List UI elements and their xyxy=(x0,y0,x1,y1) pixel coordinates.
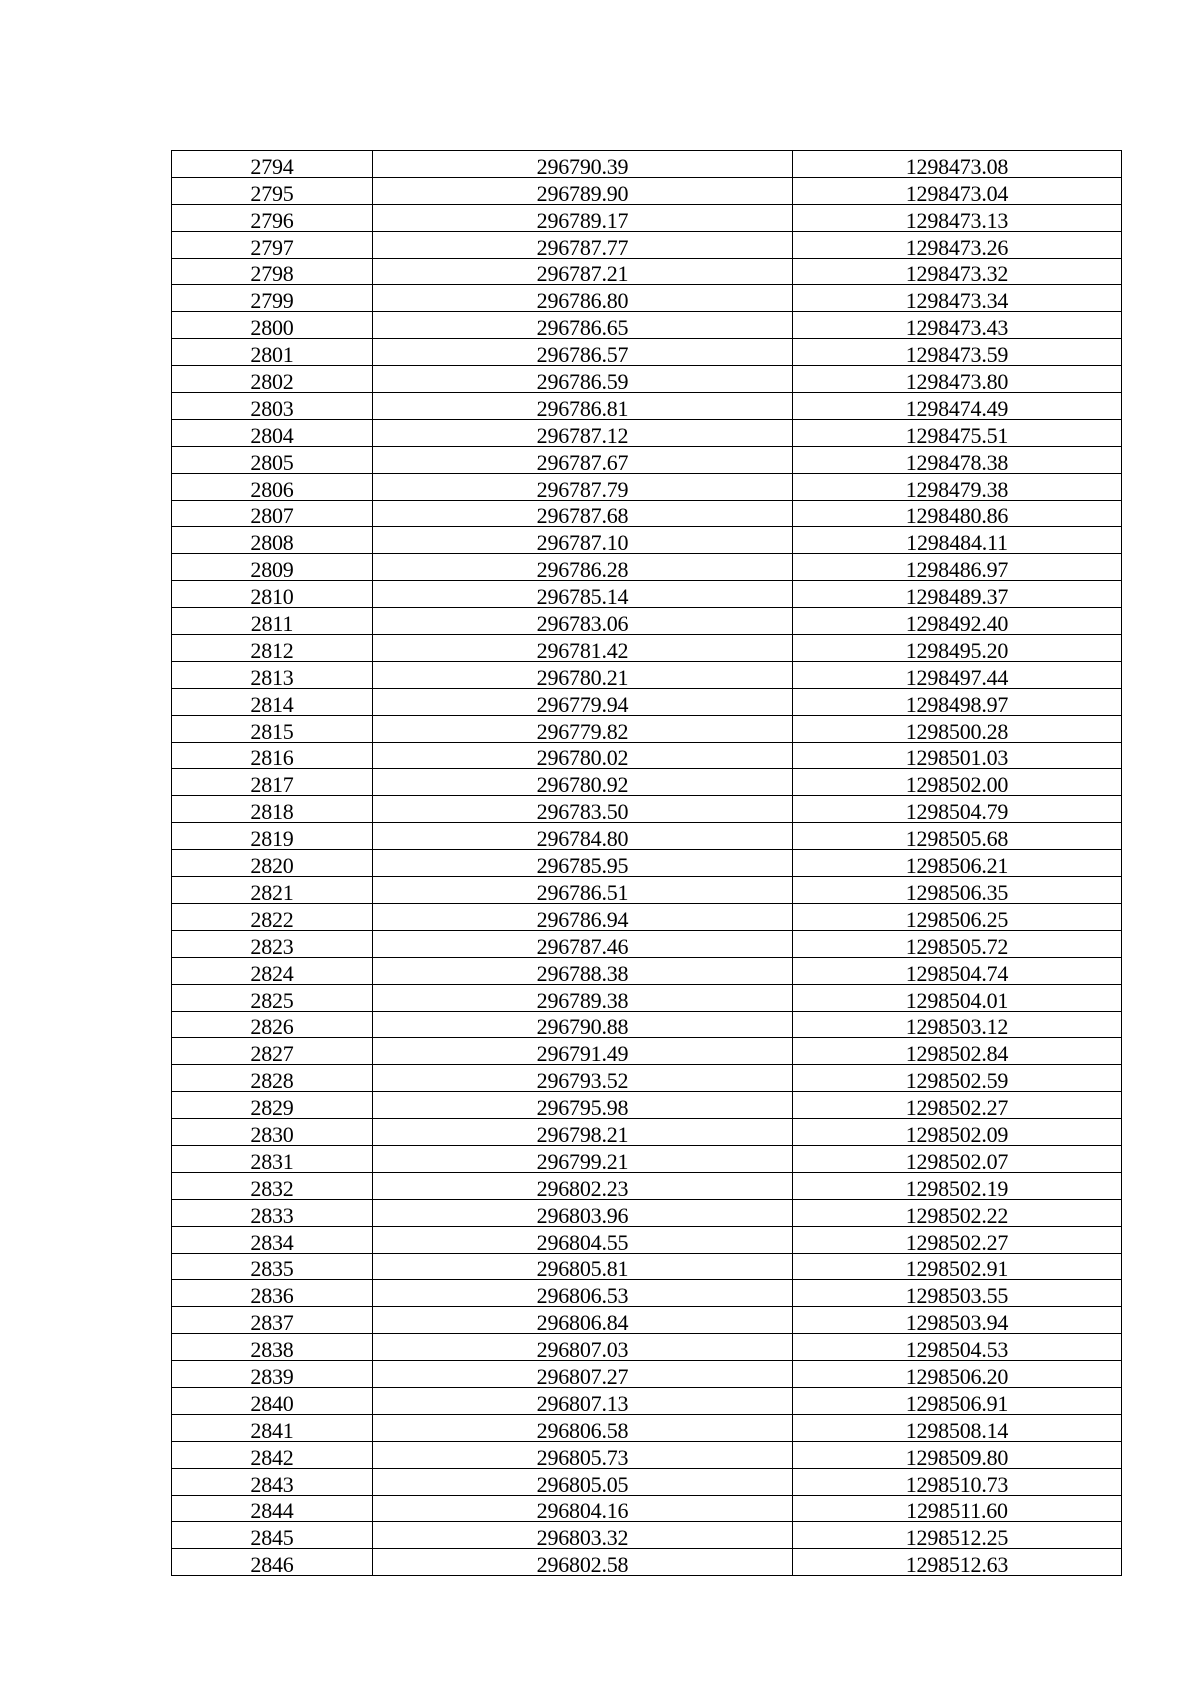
y-coordinate-cell: 1298502.00 xyxy=(793,769,1122,796)
y-coordinate-cell: 1298497.44 xyxy=(793,661,1122,688)
point-number-cell: 2829 xyxy=(172,1092,373,1119)
point-number-cell: 2824 xyxy=(172,957,373,984)
y-coordinate-cell: 1298500.28 xyxy=(793,715,1122,742)
point-number-cell: 2800 xyxy=(172,312,373,339)
y-coordinate-cell: 1298484.11 xyxy=(793,527,1122,554)
y-coordinate-cell: 1298502.84 xyxy=(793,1038,1122,1065)
x-coordinate-cell: 296780.02 xyxy=(373,742,793,769)
x-coordinate-cell: 296787.77 xyxy=(373,231,793,258)
point-number-cell: 2813 xyxy=(172,661,373,688)
x-coordinate-cell: 296787.12 xyxy=(373,419,793,446)
point-number-cell: 2838 xyxy=(172,1334,373,1361)
y-coordinate-cell: 1298473.32 xyxy=(793,258,1122,285)
point-number-cell: 2817 xyxy=(172,769,373,796)
table-row xyxy=(172,581,1122,608)
table-row xyxy=(172,661,1122,688)
table-row xyxy=(172,1468,1122,1495)
table-row xyxy=(172,473,1122,500)
x-coordinate-cell: 296804.16 xyxy=(373,1495,793,1522)
y-coordinate-cell: 1298505.72 xyxy=(793,930,1122,957)
table-row xyxy=(172,151,1122,178)
table-row xyxy=(172,608,1122,635)
x-coordinate-cell: 296787.68 xyxy=(373,500,793,527)
y-coordinate-cell: 1298502.27 xyxy=(793,1092,1122,1119)
table-row xyxy=(172,1307,1122,1334)
table-row xyxy=(172,1253,1122,1280)
table-row xyxy=(172,527,1122,554)
y-coordinate-cell: 1298486.97 xyxy=(793,554,1122,581)
y-coordinate-cell: 1298503.94 xyxy=(793,1307,1122,1334)
point-number-cell: 2803 xyxy=(172,393,373,420)
table-row xyxy=(172,1361,1122,1388)
x-coordinate-cell: 296787.67 xyxy=(373,446,793,473)
y-coordinate-cell: 1298503.12 xyxy=(793,1011,1122,1038)
point-number-cell: 2825 xyxy=(172,984,373,1011)
point-number-cell: 2811 xyxy=(172,608,373,635)
table-row xyxy=(172,1092,1122,1119)
x-coordinate-cell: 296805.73 xyxy=(373,1441,793,1468)
x-coordinate-cell: 296805.05 xyxy=(373,1468,793,1495)
point-number-cell: 2808 xyxy=(172,527,373,554)
point-number-cell: 2796 xyxy=(172,204,373,231)
y-coordinate-cell: 1298505.68 xyxy=(793,823,1122,850)
y-coordinate-cell: 1298502.19 xyxy=(793,1172,1122,1199)
table-row xyxy=(172,1441,1122,1468)
y-coordinate-cell: 1298508.14 xyxy=(793,1414,1122,1441)
x-coordinate-cell: 296781.42 xyxy=(373,635,793,662)
x-coordinate-cell: 296785.95 xyxy=(373,850,793,877)
x-coordinate-cell: 296804.55 xyxy=(373,1226,793,1253)
x-coordinate-cell: 296780.92 xyxy=(373,769,793,796)
point-number-cell: 2795 xyxy=(172,177,373,204)
x-coordinate-cell: 296784.80 xyxy=(373,823,793,850)
y-coordinate-cell: 1298504.74 xyxy=(793,957,1122,984)
table-row xyxy=(172,1387,1122,1414)
y-coordinate-cell: 1298473.08 xyxy=(793,151,1122,178)
point-number-cell: 2821 xyxy=(172,877,373,904)
point-number-cell: 2815 xyxy=(172,715,373,742)
x-coordinate-cell: 296803.96 xyxy=(373,1199,793,1226)
y-coordinate-cell: 1298512.25 xyxy=(793,1522,1122,1549)
point-number-cell: 2805 xyxy=(172,446,373,473)
table-row xyxy=(172,1226,1122,1253)
x-coordinate-cell: 296779.82 xyxy=(373,715,793,742)
table-row xyxy=(172,823,1122,850)
x-coordinate-cell: 296783.50 xyxy=(373,796,793,823)
table-row xyxy=(172,1172,1122,1199)
point-number-cell: 2801 xyxy=(172,339,373,366)
x-coordinate-cell: 296803.32 xyxy=(373,1522,793,1549)
y-coordinate-cell: 1298473.59 xyxy=(793,339,1122,366)
point-number-cell: 2836 xyxy=(172,1280,373,1307)
table-row xyxy=(172,204,1122,231)
y-coordinate-cell: 1298506.35 xyxy=(793,877,1122,904)
x-coordinate-cell: 296786.28 xyxy=(373,554,793,581)
y-coordinate-cell: 1298478.38 xyxy=(793,446,1122,473)
point-number-cell: 2807 xyxy=(172,500,373,527)
table-row xyxy=(172,231,1122,258)
x-coordinate-cell: 296807.13 xyxy=(373,1387,793,1414)
point-number-cell: 2816 xyxy=(172,742,373,769)
table-row xyxy=(172,446,1122,473)
x-coordinate-cell: 296787.10 xyxy=(373,527,793,554)
table-row xyxy=(172,1199,1122,1226)
table-row xyxy=(172,419,1122,446)
point-number-cell: 2844 xyxy=(172,1495,373,1522)
point-number-cell: 2833 xyxy=(172,1199,373,1226)
x-coordinate-cell: 296793.52 xyxy=(373,1065,793,1092)
x-coordinate-cell: 296798.21 xyxy=(373,1119,793,1146)
point-number-cell: 2822 xyxy=(172,903,373,930)
x-coordinate-cell: 296787.79 xyxy=(373,473,793,500)
y-coordinate-cell: 1298473.26 xyxy=(793,231,1122,258)
point-number-cell: 2804 xyxy=(172,419,373,446)
table-row xyxy=(172,769,1122,796)
point-number-cell: 2830 xyxy=(172,1119,373,1146)
x-coordinate-cell: 296779.94 xyxy=(373,688,793,715)
y-coordinate-cell: 1298474.49 xyxy=(793,393,1122,420)
table-row xyxy=(172,1011,1122,1038)
y-coordinate-cell: 1298473.34 xyxy=(793,285,1122,312)
point-number-cell: 2834 xyxy=(172,1226,373,1253)
y-coordinate-cell: 1298495.20 xyxy=(793,635,1122,662)
y-coordinate-cell: 1298502.22 xyxy=(793,1199,1122,1226)
table-row xyxy=(172,554,1122,581)
point-number-cell: 2802 xyxy=(172,366,373,393)
table-row xyxy=(172,930,1122,957)
x-coordinate-cell: 296783.06 xyxy=(373,608,793,635)
y-coordinate-cell: 1298492.40 xyxy=(793,608,1122,635)
point-number-cell: 2843 xyxy=(172,1468,373,1495)
point-number-cell: 2826 xyxy=(172,1011,373,1038)
y-coordinate-cell: 1298506.20 xyxy=(793,1361,1122,1388)
point-number-cell: 2820 xyxy=(172,850,373,877)
y-coordinate-cell: 1298509.80 xyxy=(793,1441,1122,1468)
coordinate-table-body xyxy=(172,151,1122,1576)
y-coordinate-cell: 1298480.86 xyxy=(793,500,1122,527)
point-number-cell: 2809 xyxy=(172,554,373,581)
table-row xyxy=(172,688,1122,715)
point-number-cell: 2842 xyxy=(172,1441,373,1468)
y-coordinate-cell: 1298479.38 xyxy=(793,473,1122,500)
point-number-cell: 2806 xyxy=(172,473,373,500)
point-number-cell: 2832 xyxy=(172,1172,373,1199)
x-coordinate-cell: 296791.49 xyxy=(373,1038,793,1065)
table-row xyxy=(172,957,1122,984)
point-number-cell: 2831 xyxy=(172,1145,373,1172)
table-row xyxy=(172,1334,1122,1361)
x-coordinate-cell: 296787.46 xyxy=(373,930,793,957)
x-coordinate-cell: 296786.59 xyxy=(373,366,793,393)
point-number-cell: 2818 xyxy=(172,796,373,823)
y-coordinate-cell: 1298502.07 xyxy=(793,1145,1122,1172)
y-coordinate-cell: 1298504.01 xyxy=(793,984,1122,1011)
table-row xyxy=(172,796,1122,823)
table-row xyxy=(172,177,1122,204)
x-coordinate-cell: 296790.88 xyxy=(373,1011,793,1038)
y-coordinate-cell: 1298506.25 xyxy=(793,903,1122,930)
table-row xyxy=(172,339,1122,366)
x-coordinate-cell: 296807.03 xyxy=(373,1334,793,1361)
x-coordinate-cell: 296786.81 xyxy=(373,393,793,420)
x-coordinate-cell: 296789.38 xyxy=(373,984,793,1011)
x-coordinate-cell: 296802.58 xyxy=(373,1549,793,1576)
table-row xyxy=(172,742,1122,769)
point-number-cell: 2828 xyxy=(172,1065,373,1092)
point-number-cell: 2845 xyxy=(172,1522,373,1549)
y-coordinate-cell: 1298510.73 xyxy=(793,1468,1122,1495)
point-number-cell: 2840 xyxy=(172,1387,373,1414)
table-row xyxy=(172,1522,1122,1549)
x-coordinate-cell: 296806.58 xyxy=(373,1414,793,1441)
point-number-cell: 2797 xyxy=(172,231,373,258)
x-coordinate-cell: 296802.23 xyxy=(373,1172,793,1199)
table-row xyxy=(172,1549,1122,1576)
table-row xyxy=(172,903,1122,930)
y-coordinate-cell: 1298511.60 xyxy=(793,1495,1122,1522)
point-number-cell: 2846 xyxy=(172,1549,373,1576)
y-coordinate-cell: 1298473.80 xyxy=(793,366,1122,393)
table-row xyxy=(172,258,1122,285)
table-row xyxy=(172,1280,1122,1307)
table-row xyxy=(172,312,1122,339)
coordinate-table xyxy=(171,150,1122,1576)
table-row xyxy=(172,850,1122,877)
x-coordinate-cell: 296790.39 xyxy=(373,151,793,178)
table-row xyxy=(172,1495,1122,1522)
table-row xyxy=(172,984,1122,1011)
y-coordinate-cell: 1298501.03 xyxy=(793,742,1122,769)
y-coordinate-cell: 1298503.55 xyxy=(793,1280,1122,1307)
point-number-cell: 2835 xyxy=(172,1253,373,1280)
y-coordinate-cell: 1298489.37 xyxy=(793,581,1122,608)
x-coordinate-cell: 296788.38 xyxy=(373,957,793,984)
point-number-cell: 2810 xyxy=(172,581,373,608)
x-coordinate-cell: 296789.90 xyxy=(373,177,793,204)
point-number-cell: 2794 xyxy=(172,151,373,178)
y-coordinate-cell: 1298504.53 xyxy=(793,1334,1122,1361)
x-coordinate-cell: 296789.17 xyxy=(373,204,793,231)
x-coordinate-cell: 296795.98 xyxy=(373,1092,793,1119)
x-coordinate-cell: 296780.21 xyxy=(373,661,793,688)
y-coordinate-cell: 1298506.21 xyxy=(793,850,1122,877)
x-coordinate-cell: 296785.14 xyxy=(373,581,793,608)
point-number-cell: 2798 xyxy=(172,258,373,285)
table-row xyxy=(172,715,1122,742)
y-coordinate-cell: 1298502.91 xyxy=(793,1253,1122,1280)
point-number-cell: 2823 xyxy=(172,930,373,957)
y-coordinate-cell: 1298498.97 xyxy=(793,688,1122,715)
x-coordinate-cell: 296806.53 xyxy=(373,1280,793,1307)
table-row xyxy=(172,1414,1122,1441)
y-coordinate-cell: 1298475.51 xyxy=(793,419,1122,446)
x-coordinate-cell: 296786.51 xyxy=(373,877,793,904)
y-coordinate-cell: 1298473.13 xyxy=(793,204,1122,231)
point-number-cell: 2841 xyxy=(172,1414,373,1441)
table-row xyxy=(172,500,1122,527)
point-number-cell: 2837 xyxy=(172,1307,373,1334)
table-row xyxy=(172,285,1122,312)
point-number-cell: 2814 xyxy=(172,688,373,715)
y-coordinate-cell: 1298502.59 xyxy=(793,1065,1122,1092)
x-coordinate-cell: 296786.94 xyxy=(373,903,793,930)
y-coordinate-cell: 1298502.27 xyxy=(793,1226,1122,1253)
x-coordinate-cell: 296786.57 xyxy=(373,339,793,366)
table-row xyxy=(172,1065,1122,1092)
y-coordinate-cell: 1298473.04 xyxy=(793,177,1122,204)
y-coordinate-cell: 1298473.43 xyxy=(793,312,1122,339)
x-coordinate-cell: 296786.65 xyxy=(373,312,793,339)
y-coordinate-cell: 1298512.63 xyxy=(793,1549,1122,1576)
table-row xyxy=(172,635,1122,662)
x-coordinate-cell: 296799.21 xyxy=(373,1145,793,1172)
x-coordinate-cell: 296787.21 xyxy=(373,258,793,285)
point-number-cell: 2827 xyxy=(172,1038,373,1065)
y-coordinate-cell: 1298502.09 xyxy=(793,1119,1122,1146)
y-coordinate-cell: 1298504.79 xyxy=(793,796,1122,823)
table-row xyxy=(172,1119,1122,1146)
table-row xyxy=(172,1038,1122,1065)
table-row xyxy=(172,877,1122,904)
point-number-cell: 2799 xyxy=(172,285,373,312)
point-number-cell: 2839 xyxy=(172,1361,373,1388)
table-row xyxy=(172,1145,1122,1172)
table-row xyxy=(172,393,1122,420)
y-coordinate-cell: 1298506.91 xyxy=(793,1387,1122,1414)
table-row xyxy=(172,366,1122,393)
point-number-cell: 2812 xyxy=(172,635,373,662)
point-number-cell: 2819 xyxy=(172,823,373,850)
x-coordinate-cell: 296806.84 xyxy=(373,1307,793,1334)
x-coordinate-cell: 296805.81 xyxy=(373,1253,793,1280)
x-coordinate-cell: 296786.80 xyxy=(373,285,793,312)
x-coordinate-cell: 296807.27 xyxy=(373,1361,793,1388)
